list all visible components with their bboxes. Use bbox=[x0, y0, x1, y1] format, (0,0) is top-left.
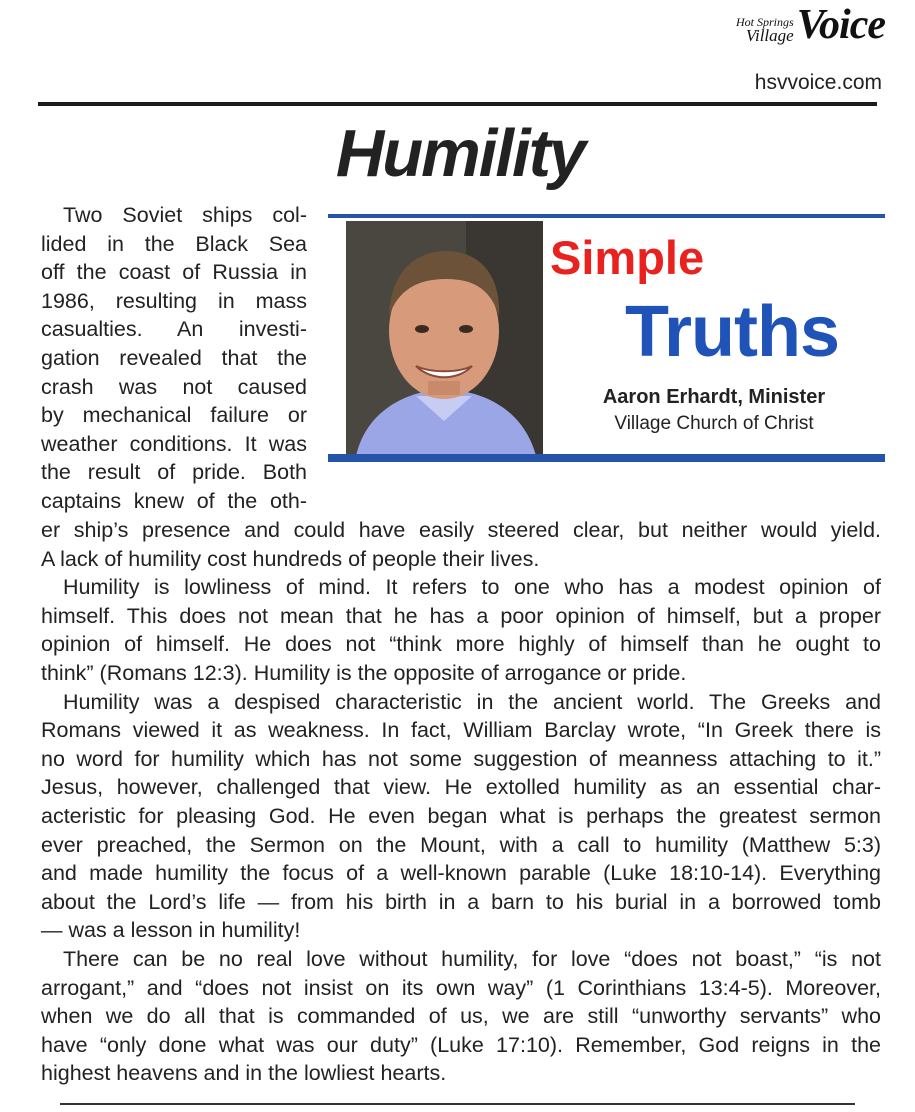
column-top-rule bbox=[328, 214, 885, 218]
article-line: highest heavens and in the lowliest hearts. bbox=[41, 1061, 447, 1086]
article-line: opinion of himself. He does not “think more highly of himself than he ought to bbox=[41, 632, 881, 657]
article-line: gation revealed that the bbox=[41, 346, 307, 370]
article-line: Humility was a despised characteristic in the ancient world. The Greeks and bbox=[63, 689, 881, 714]
article-line: Humility is lowliness of mind. It refers to one who has a modest opinion of bbox=[63, 575, 881, 600]
masthead-line1: Hot Springs bbox=[736, 15, 794, 29]
article-line: captains knew of the oth- bbox=[41, 489, 307, 513]
masthead-small-text bbox=[736, 17, 794, 44]
article-line: casualties. An investi- bbox=[41, 317, 307, 342]
masthead-line2: Village bbox=[745, 26, 794, 45]
article-line: no word for humility which has not some suggestion of meanness attaching to it.” bbox=[41, 746, 881, 771]
article-line: the result of pride. Both bbox=[41, 460, 307, 485]
article-line: by mechanical failure or bbox=[41, 403, 307, 428]
article-line: when we do all that is commanded of us, we are still “unworthy servants” who bbox=[41, 1004, 881, 1029]
article-line: and made humility the focus of a well-known parable (Luke 18:10-14). Everything bbox=[41, 861, 881, 886]
article-line: off the coast of Russia in bbox=[41, 260, 307, 285]
bottom-divider bbox=[60, 1103, 855, 1105]
article-line: — was a lesson in humility! bbox=[41, 918, 301, 943]
masthead-name: Voice bbox=[796, 2, 885, 48]
article-line: Two Soviet ships col- bbox=[63, 203, 307, 227]
site-url: hsvvoice.com bbox=[754, 71, 882, 94]
column-header-box bbox=[328, 214, 885, 462]
article-line: 1986, resulting in mass bbox=[41, 288, 307, 313]
article-line: weather conditions. It was bbox=[41, 431, 307, 456]
article-title: Humility bbox=[335, 116, 585, 191]
article-line: Jesus, however, challenged that view. He extolled humility as an essential char- bbox=[41, 775, 881, 800]
article-line: have “only done what was our duty” (Luke 17:10). Remember, God reigns in the bbox=[41, 1032, 881, 1057]
author-byline: Aaron Erhardt, Minister bbox=[602, 386, 826, 408]
author-portrait-image bbox=[346, 221, 543, 456]
article-line: lided in the Black Sea bbox=[41, 231, 307, 256]
top-divider bbox=[38, 102, 877, 106]
column-bottom-rule bbox=[328, 454, 885, 462]
article-line: A lack of humility cost hundreds of people their lives. bbox=[41, 546, 540, 571]
article-line: Romans viewed it as weakness. In fact, William Barclay wrote, “In Greek there is bbox=[41, 718, 881, 743]
author-church: Village Church of Christ bbox=[614, 413, 814, 434]
article-line: about the Lord’s life — from his birth in a barn to his burial in a borrowed tomb bbox=[41, 889, 881, 914]
article-line: himself. This does not mean that he has a poor opinion of himself, but a proper bbox=[41, 603, 881, 628]
article-line: er ship’s presence and could have easily steered clear, but neither would yield. bbox=[41, 518, 881, 542]
author-photo bbox=[346, 221, 543, 456]
article-line: crash was not caused bbox=[41, 374, 307, 399]
masthead-logo bbox=[736, 2, 885, 48]
article-line: There can be no real love without humility, for love “does not boast,” “is not bbox=[63, 947, 881, 971]
column-title-truths: Truths bbox=[625, 292, 840, 372]
article-line: acteristic for pleasing God. He even began what is perhaps the greatest sermon bbox=[41, 804, 881, 828]
article-line: ever preached, the Sermon on the Mount, with a call to humility (Matthew 5:3) bbox=[41, 832, 881, 857]
article-line: think” (Romans 12:3). Humility is the opposite of arrogance or pride. bbox=[41, 661, 687, 685]
column-title-simple: Simple bbox=[550, 231, 705, 284]
article-line: arrogant,” and “does not insist on its own way” (1 Corinthians 13:4-5). Moreover, bbox=[41, 975, 881, 1000]
